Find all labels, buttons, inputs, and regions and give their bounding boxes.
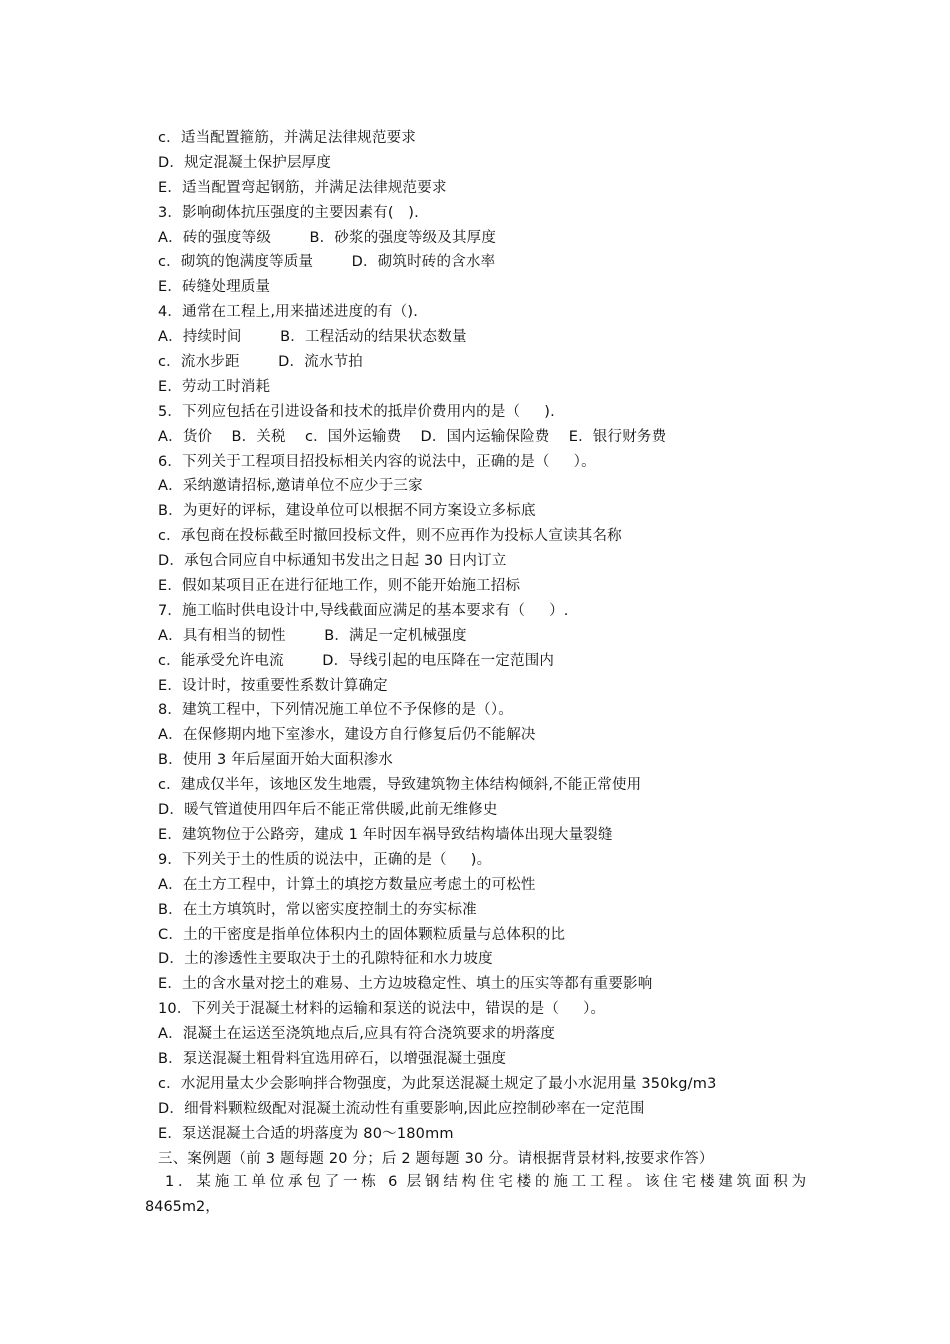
question-8: 8．建筑工程中，下列情况施工单位不予保修的是（）。 [158,702,513,719]
option-line: B．为更好的评标，建设单位可以根据不同方案设立多标底 [158,503,536,520]
section-heading: 三、案例题（前 3 题每题 20 分；后 2 题每题 30 分。请根据背景材料,按要求作答） [158,1150,714,1167]
option-line: E．砖缝处理质量 [158,279,271,296]
option-line: E．建筑物位于公路旁，建成 1 年时因车祸导致结构墙体出现大量裂缝 [158,826,613,843]
case-paragraph [145,1170,807,1220]
option-line: c．承包商在投标截至时撤回投标文件，则不应再作为投标人宣读其名称 [158,528,622,545]
option-line: A．在土方工程中，计算土的填挖方数量应考虑土的可松性 [158,876,536,893]
option-line: c．建成仅半年，该地区发生地震，导致建筑物主体结构倾斜,不能正常使用 [158,777,642,794]
option-line: D．土的渗透性主要取决于土的孔隙特征和水力坡度 [158,951,493,968]
option-line: D．细骨料颗粒级配对混凝土流动性有重要影响,因此应控制砂率在一定范围 [158,1100,645,1117]
option-line: A．采纳邀请招标,邀请单位不应少于三家 [158,478,423,495]
option-line: E．假如某项目正在进行征地工作，则不能开始施工招标 [158,578,521,595]
option-line: c．砌筑的饱满度等质量 D．砌筑时砖的含水率 [158,254,496,271]
option-line: A．砖的强度等级 B．砂浆的强度等级及其厚度 [158,229,497,246]
option-line: A．具有相当的韧性 B．满足一定机械强度 [158,627,467,644]
option-line: E．设计时，按重要性系数计算确定 [158,677,388,694]
option-line: c．适当配置箍筋，并满足法律规范要求 [158,130,417,146]
case-paragraph-line-2: 8465m2， [145,1198,220,1215]
option-line: c．水泥用量太少会影响拌合物强度，为此泵送混凝土规定了最小水泥用量 350kg/m3 [158,1075,717,1092]
option-line: A．货价 B．关税 c．国外运输费 D．国内运输保险费 E．银行财务费 [158,428,667,445]
question-5: 5．下列应包括在引进设备和技术的抵岸价费用内的是（ ). [158,403,555,420]
option-line: B．泵送混凝土粗骨料宜选用碎石，以增强混凝土强度 [158,1050,507,1067]
option-line: B．使用 3 年后屋面开始大面积渗水 [158,752,393,769]
option-line: E．泵送混凝土合适的坍落度为 80～180mm [158,1125,454,1142]
option-line: E．土的含水量对挖土的难易、土方边坡稳定性、填土的压实等都有重要影响 [158,976,653,993]
option-line: c．流水步距 D．流水节拍 [158,354,364,371]
option-line: A．混凝土在运送至浇筑地点后,应具有符合浇筑要求的坍落度 [158,1026,556,1043]
option-line: c．能承受允许电流 D．导线引起的电压降在一定范围内 [158,652,555,669]
question-6: 6．下列关于工程项目招投标相关内容的说法中，正确的是（ ）。 [158,453,596,470]
question-list [158,126,818,1171]
option-line: C．土的干密度是指单位体积内土的固体颗粒质量与总体积的比 [158,926,566,943]
option-line: D．暖气管道使用四年后不能正常供暖,此前无维修史 [158,802,498,819]
case-paragraph-line-1: 1．某施工单位承包了一栋 6 层钢结构住宅楼的施工工程。该住宅楼建筑面积为 [165,1174,807,1190]
option-line: E．适当配置弯起钢筋，并满足法律规范要求 [158,179,447,196]
option-line: B．在土方填筑时，常以密实度控制土的夯实标准 [158,901,477,918]
question-7: 7．施工临时供电设计中,导线截面应满足的基本要求有（ ）. [158,602,569,619]
question-9: 9．下列关于土的性质的说法中，正确的是（ )。 [158,851,492,868]
option-line: D．承包合同应自中标通知书发出之日起 30 日内订立 [158,553,507,570]
option-line: A．在保修期内地下室渗水，建设方自行修复后仍不能解决 [158,727,536,744]
option-line: E．劳动工时消耗 [158,378,271,395]
option-line: A．持续时间 B．工程活动的结果状态数量 [158,329,467,346]
option-line: D．规定混凝土保护层厚度 [158,154,332,171]
question-10: 10．下列关于混凝土材料的运输和泵送的说法中，错误的是（ ）。 [158,1001,606,1018]
question-4: 4．通常在工程上,用来描述进度的有（). [158,304,419,321]
question-3: 3．影响砌体抗压强度的主要因素有( ). [158,204,419,221]
